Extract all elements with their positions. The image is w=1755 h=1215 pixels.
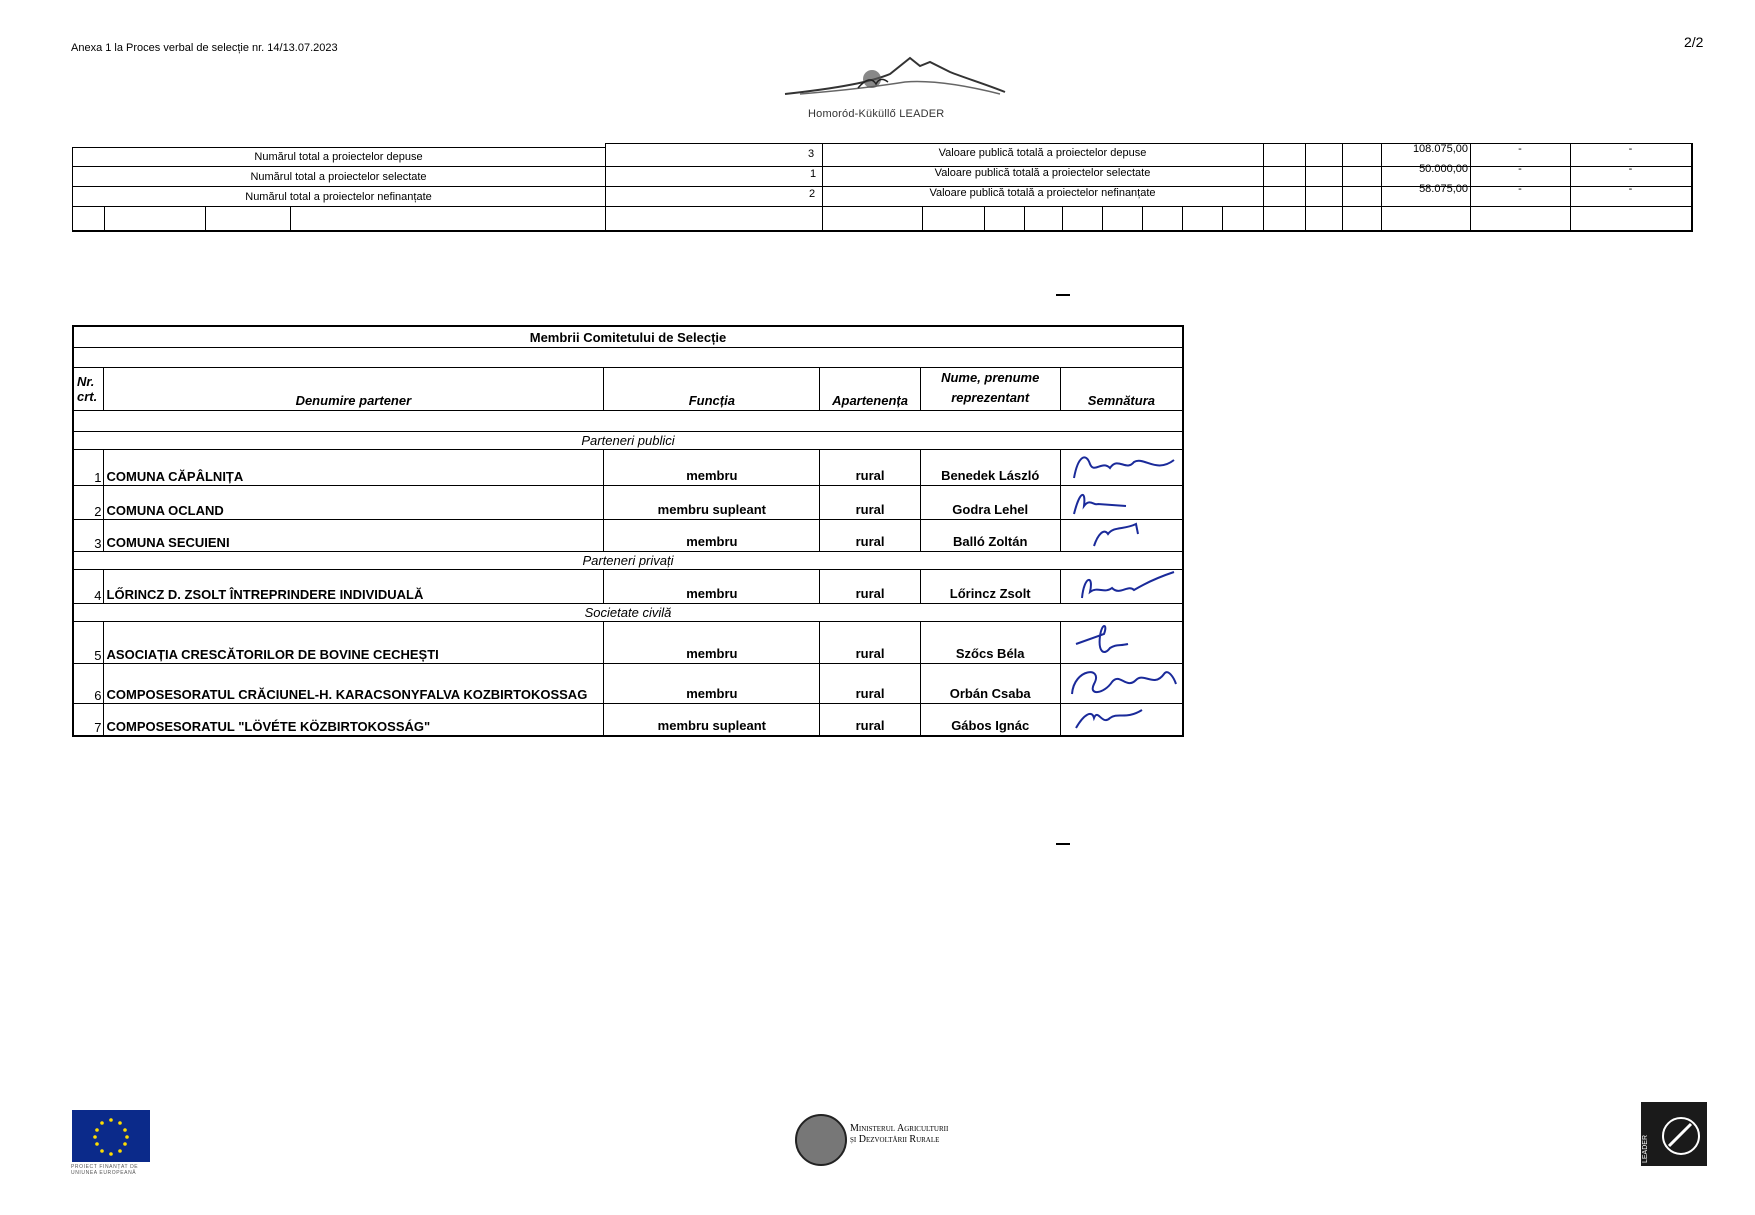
signature-mark bbox=[1064, 570, 1179, 600]
separator-dash bbox=[1056, 294, 1070, 296]
summary-label: Numărul total a proiectelor selectate bbox=[250, 171, 427, 183]
summary-count: 2 bbox=[809, 188, 816, 200]
signature-cell bbox=[1060, 520, 1183, 552]
header-function: Funcția bbox=[604, 368, 820, 411]
belonging-cell: rural bbox=[820, 486, 920, 520]
summary-dash: - bbox=[1628, 183, 1633, 195]
partner-name: COMPOSESORATUL "LÖVÉTE KÖZBIRTOKOSSÁG" bbox=[103, 704, 604, 737]
summary-value: 50.000,00 bbox=[1419, 163, 1468, 175]
ministry-name bbox=[850, 1123, 948, 1145]
section-private: Parteneri privați bbox=[73, 552, 1183, 570]
eu-flag-logo bbox=[72, 1110, 150, 1162]
representative-cell: Szőcs Béla bbox=[920, 622, 1060, 664]
signature-cell bbox=[1060, 622, 1183, 664]
committee-table bbox=[72, 325, 1184, 737]
section-public: Parteneri publici bbox=[73, 432, 1183, 450]
summary-label: Numărul total a proiectelor nefinanțate bbox=[245, 191, 432, 203]
row-nr: 4 bbox=[73, 570, 103, 604]
belonging-cell: rural bbox=[820, 520, 920, 552]
signature-cell bbox=[1060, 486, 1183, 520]
signature-mark bbox=[1064, 450, 1179, 482]
ministry-line2: și Dezvoltării Rurale bbox=[850, 1134, 940, 1145]
representative-cell: Godra Lehel bbox=[920, 486, 1060, 520]
signature-mark bbox=[1064, 520, 1179, 548]
row-nr: 5 bbox=[73, 622, 103, 664]
belonging-cell: rural bbox=[820, 704, 920, 737]
partner-name: COMPOSESORATUL CRĂCIUNEL-H. KARACSONYFALVA KOZBIRTOKOSSAG bbox=[103, 664, 604, 704]
summary-count: 3 bbox=[808, 148, 815, 160]
function-cell: membru bbox=[604, 570, 820, 604]
summary-value-label: Valoare publică totală a proiectelor depuse bbox=[938, 147, 1147, 159]
mountain-logo bbox=[780, 44, 1010, 104]
summary-dash: - bbox=[1518, 163, 1522, 175]
summary-value-label: Valoare publică totală a proiectelor nefinanțate bbox=[929, 187, 1156, 199]
belonging-cell: rural bbox=[820, 622, 920, 664]
partner-name: ASOCIAȚIA CRESCĂTORILOR DE BOVINE CECHEȘTI bbox=[103, 622, 604, 664]
summary-value: 108.075,00 bbox=[1412, 143, 1468, 155]
header-partner: Denumire partener bbox=[103, 368, 604, 411]
partner-name: COMUNA SECUIENI bbox=[103, 520, 604, 552]
signature-mark bbox=[1064, 704, 1179, 732]
belonging-cell: rural bbox=[820, 570, 920, 604]
committee-title: Membrii Comitetului de Selecție bbox=[73, 326, 1183, 348]
representative-cell: Gábos Ignác bbox=[920, 704, 1060, 737]
row-nr: 1 bbox=[73, 450, 103, 486]
belonging-cell: rural bbox=[820, 664, 920, 704]
summary-label: Numărul total a proiectelor depuse bbox=[254, 151, 423, 163]
partner-name: COMUNA CĂPÂLNIȚA bbox=[103, 450, 604, 486]
representative-cell: Lőrincz Zsolt bbox=[920, 570, 1060, 604]
summary-value: 58.075,00 bbox=[1419, 183, 1468, 195]
leader-logo bbox=[1641, 1102, 1707, 1166]
section-civil: Societate civilă bbox=[73, 604, 1183, 622]
representative-cell: Balló Zoltán bbox=[920, 520, 1060, 552]
eu-caption: PROIECT FINANȚAT DE UNIUNEA EUROPEANĂ bbox=[71, 1164, 139, 1176]
summary-dash: - bbox=[1628, 143, 1633, 155]
summary-table bbox=[72, 139, 1692, 231]
separator-dash bbox=[1056, 843, 1070, 845]
eu-stars-icon bbox=[72, 1110, 150, 1162]
signature-mark bbox=[1064, 486, 1179, 516]
partner-name: COMUNA OCLAND bbox=[103, 486, 604, 520]
signature-cell bbox=[1060, 704, 1183, 737]
signature-cell bbox=[1060, 664, 1183, 704]
row-nr: 3 bbox=[73, 520, 103, 552]
leader-emblem-icon bbox=[1641, 1102, 1707, 1166]
leader-logo-text: LEADER bbox=[1642, 1134, 1649, 1163]
function-cell: membru supleant bbox=[604, 704, 820, 737]
logo-caption: Homoród-Küküllő LEADER bbox=[808, 108, 945, 120]
signature-cell bbox=[1060, 570, 1183, 604]
summary-dash: - bbox=[1518, 143, 1522, 155]
ministry-line1: Ministerul Agriculturii bbox=[850, 1123, 949, 1134]
document-reference: Anexa 1 la Proces verbal de selecție nr. 14/13.07.2023 bbox=[71, 42, 338, 54]
function-cell: membru bbox=[604, 622, 820, 664]
header-representative: Nume, prenume reprezentant bbox=[920, 368, 1060, 411]
row-nr: 7 bbox=[73, 704, 103, 737]
function-cell: membru supleant bbox=[604, 486, 820, 520]
partner-name: LŐRINCZ D. ZSOLT ÎNTREPRINDERE INDIVIDUALĂ bbox=[103, 570, 604, 604]
ministry-seal-icon bbox=[795, 1114, 847, 1166]
header-nr: Nr. crt. bbox=[73, 368, 103, 411]
representative-cell: Benedek László bbox=[920, 450, 1060, 486]
signature-cell bbox=[1060, 450, 1183, 486]
summary-value-label: Valoare publică totală a proiectelor selectate bbox=[934, 167, 1151, 179]
function-cell: membru bbox=[604, 450, 820, 486]
signature-mark bbox=[1064, 664, 1179, 700]
header-belonging: Apartenența bbox=[820, 368, 920, 411]
function-cell: membru bbox=[604, 520, 820, 552]
signature-mark bbox=[1064, 622, 1179, 660]
summary-count: 1 bbox=[810, 168, 817, 180]
function-cell: membru bbox=[604, 664, 820, 704]
belonging-cell: rural bbox=[820, 450, 920, 486]
row-nr: 6 bbox=[73, 664, 103, 704]
representative-cell: Orbán Csaba bbox=[920, 664, 1060, 704]
summary-dash: - bbox=[1518, 183, 1522, 195]
page-number: 2/2 bbox=[1684, 34, 1704, 50]
header-signature: Semnătura bbox=[1060, 368, 1183, 411]
row-nr: 2 bbox=[73, 486, 103, 520]
summary-dash: - bbox=[1628, 163, 1633, 175]
